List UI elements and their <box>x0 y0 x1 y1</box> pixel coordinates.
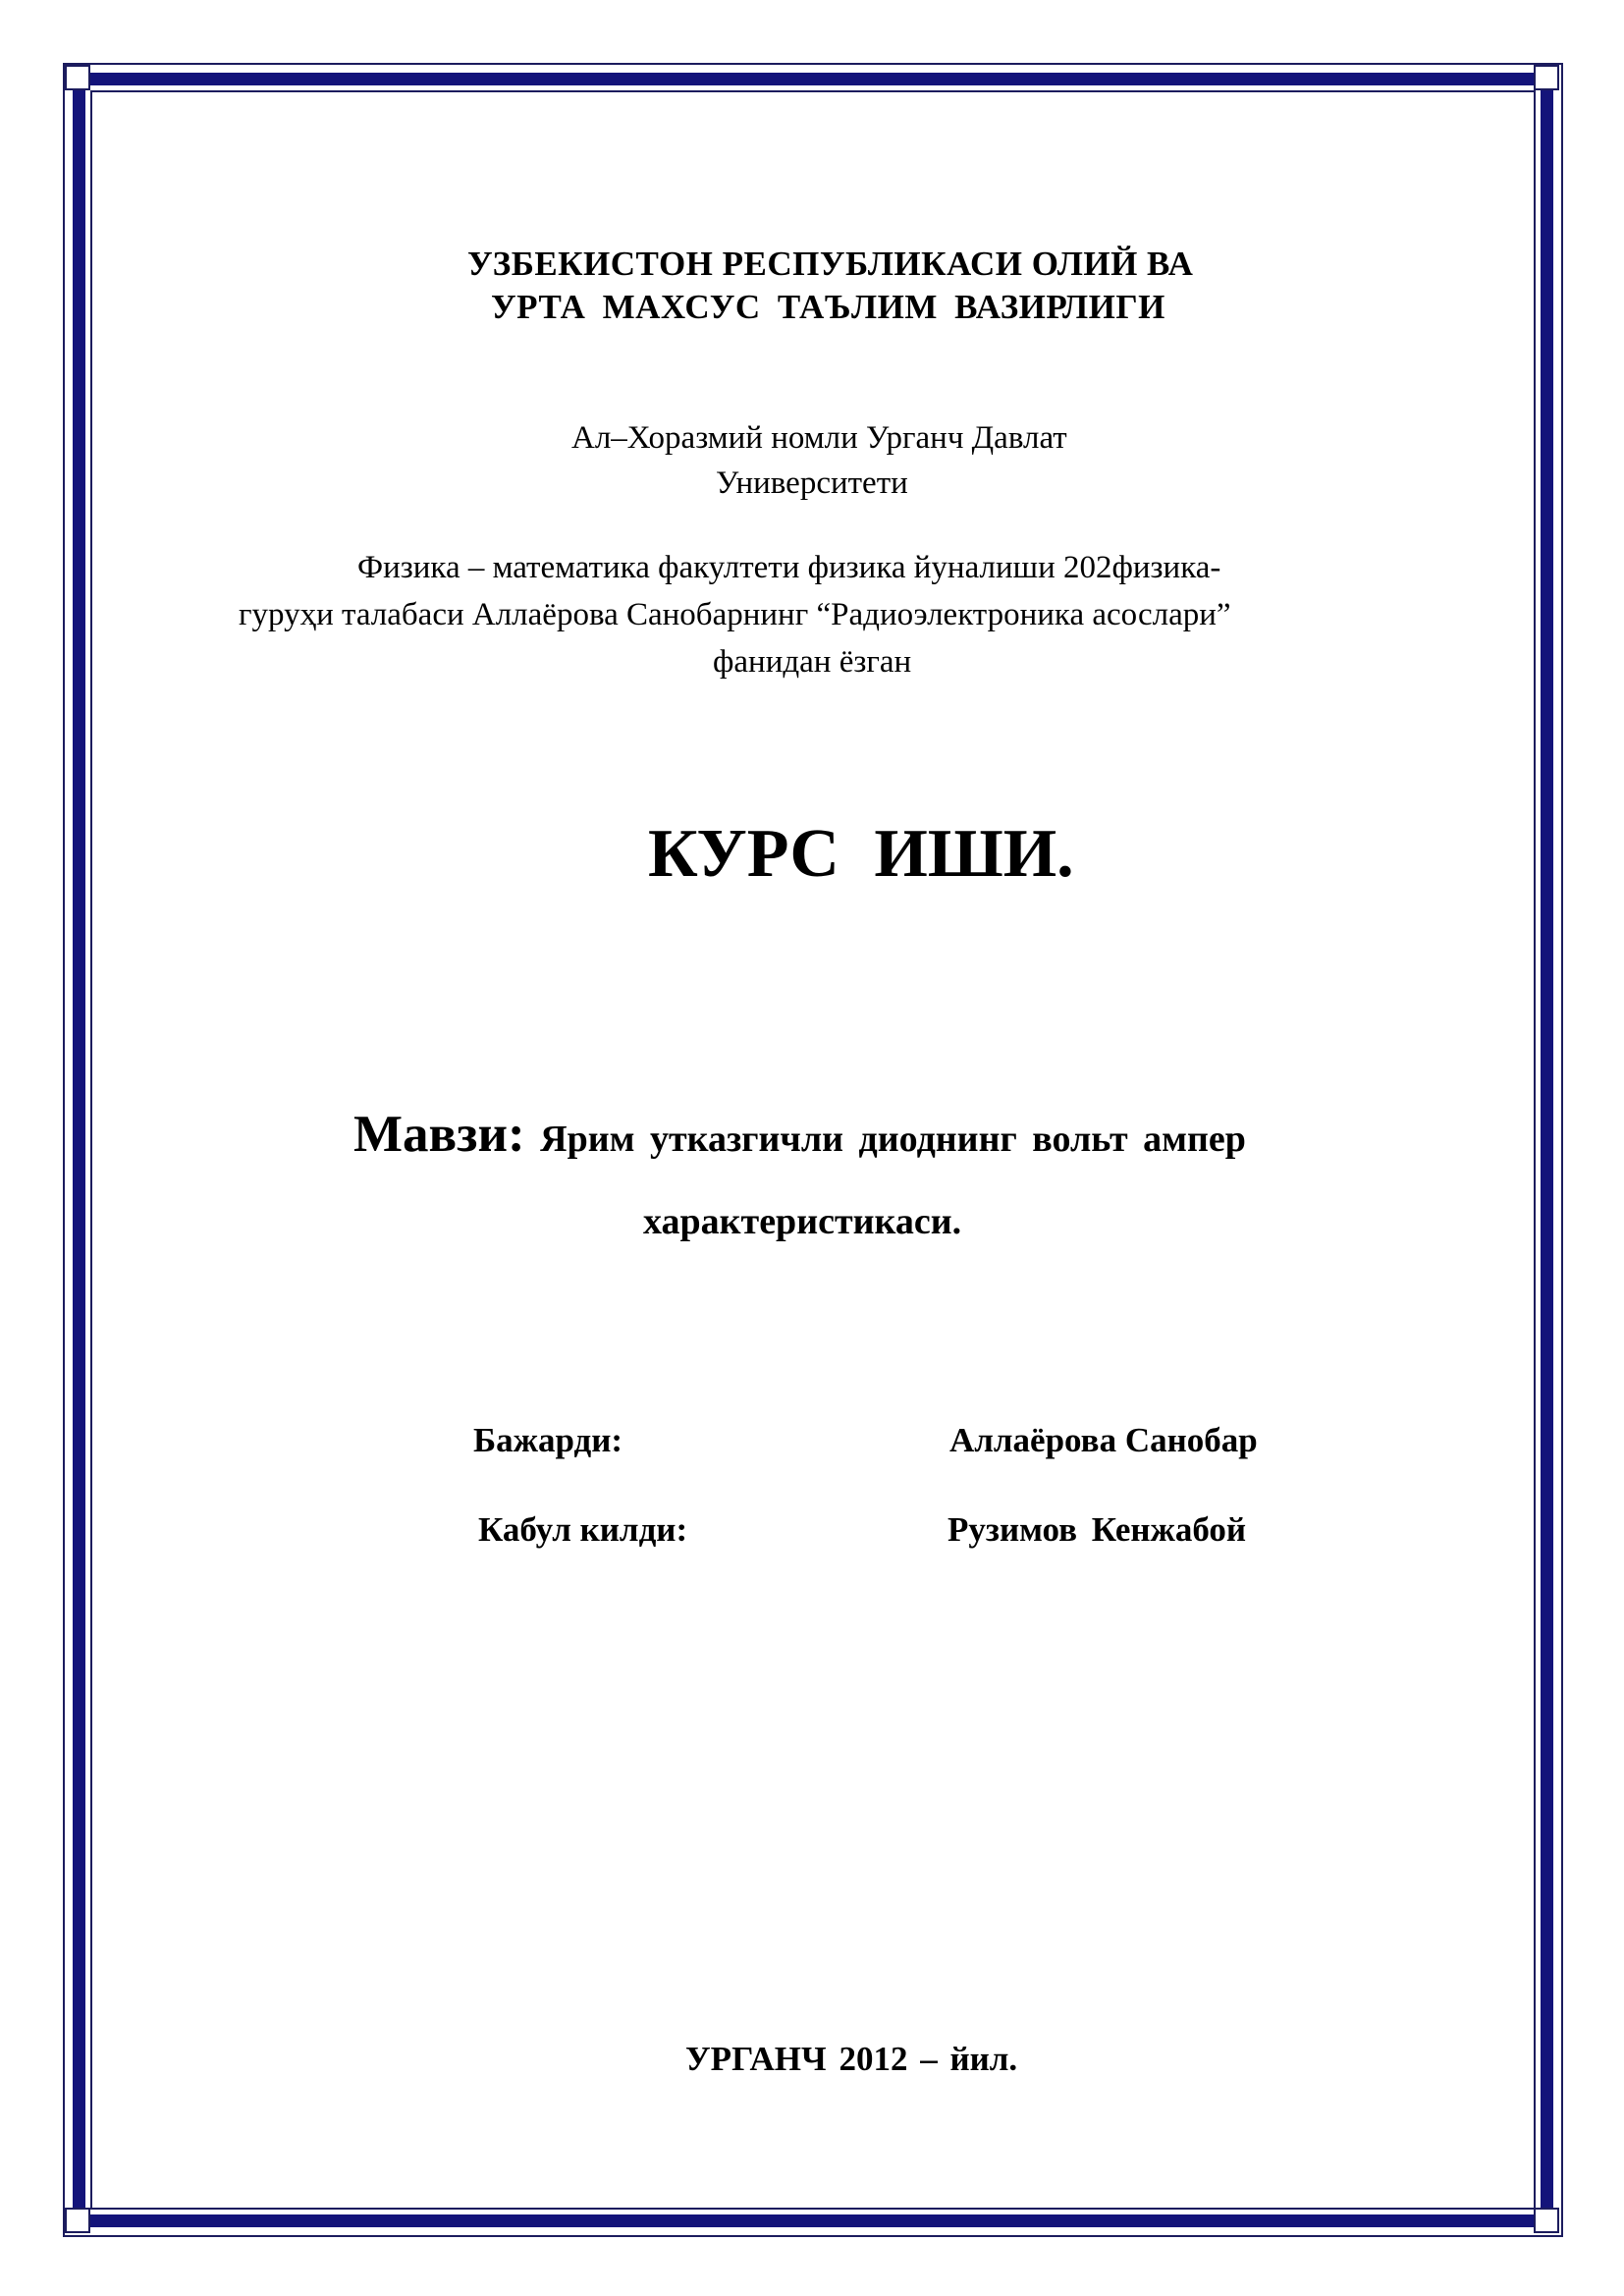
frame-corner-bottom-right <box>1534 2208 1559 2233</box>
document-title: КУРС ИШИ. <box>648 816 1074 892</box>
frame-corner-bottom-left <box>65 2208 90 2233</box>
topic-line1 <box>353 1105 1246 1164</box>
frame-corner-top-left <box>65 65 90 90</box>
ministry-heading-line2: УРТА МАХСУС ТАЪЛИМ ВАЗИРЛИГИ <box>491 288 1165 326</box>
ministry-heading-line1: УЗБЕКИСТОН РЕСПУБЛИКАСИ ОЛИЙ ВА <box>467 245 1194 283</box>
frame-corner-top-right <box>1534 65 1559 90</box>
faculty-description-line1: Физика – математика факултети физика йуналиши 202физика- <box>357 550 1221 585</box>
performed-by-label: Бажарди: <box>473 1421 623 1459</box>
city-and-year: УРГАНЧ 2012 – йил. <box>685 2040 1018 2078</box>
faculty-description-line2: гуруҳи талабаси Аллаёрова Санобарнинг “Радиоэлектроника асослари” <box>239 597 1231 632</box>
accepted-by-label: Кабул килди: <box>478 1510 688 1549</box>
university-name-line2: Университети <box>716 465 908 501</box>
topic-line2: характеристикаси. <box>643 1201 962 1242</box>
performed-by-name: Аллаёрова Санобар <box>949 1421 1258 1459</box>
topic-label: Мавзи: <box>353 1106 525 1163</box>
faculty-description-line3: фанидан ёзган <box>713 644 912 680</box>
accepted-by-name: Рузимов Кенжабой <box>947 1510 1247 1549</box>
university-name-line1: Ал–Хоразмий номли Урганч Давлат <box>571 420 1067 456</box>
topic-text: Ярим утказгичли диоднинг вольт ампер <box>524 1119 1246 1160</box>
